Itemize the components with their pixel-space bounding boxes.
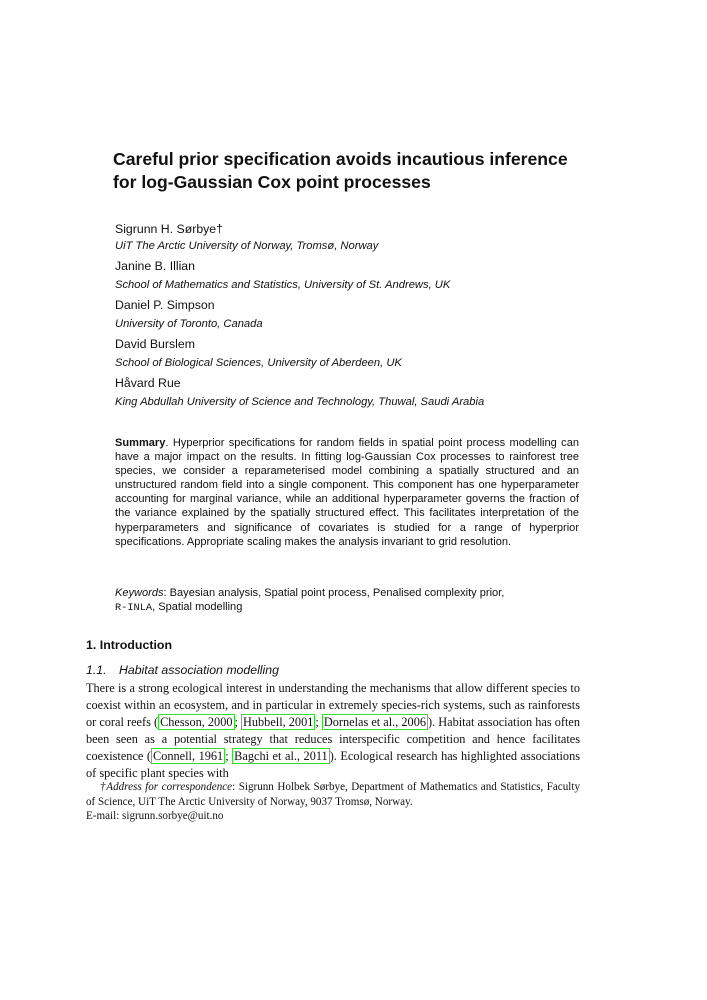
citation-separator: ; — [234, 715, 241, 729]
author-affiliation: UiT The Arctic University of Norway, Tromsø, Norway — [115, 240, 379, 252]
author-affiliation: University of Toronto, Canada — [115, 318, 263, 330]
author-name: Daniel P. Simpson — [115, 298, 215, 312]
keywords-paragraph — [115, 586, 579, 615]
author-affiliation: School of Biological Sciences, University of Aberdeen, UK — [115, 357, 402, 369]
citation-link[interactable]: Dornelas et al., 2006 — [323, 715, 427, 729]
citation-link[interactable]: Connell, 1961 — [153, 749, 224, 763]
citation-separator: ; — [225, 749, 233, 763]
intro-paragraph — [86, 680, 580, 782]
author-name: Håvard Rue — [115, 376, 181, 390]
keyword-code: R-INLA — [115, 602, 153, 615]
paper-title: Careful prior specification avoids incautious inference for log-Gaussian Cox point processes — [113, 149, 568, 192]
keywords-text: : Bayesian analysis, Spatial point process, Penalised complexity prior, — [163, 587, 505, 599]
keywords-tail: , Spatial modelling — [152, 601, 243, 614]
summary-label: Summary — [115, 437, 166, 449]
correspondence-footnote — [86, 780, 580, 824]
footnote-label: †Address for correspondence — [100, 781, 233, 793]
summary-text: . Hyperprior specifications for random fields in spatial point process modelling can have a major impact on the results. In fitting log-Gaussian Cox processes to rainforest tree species, we consider a reparameterised model combining a spatially structured and an unstructured random field into a single component. This component has one hyperparameter accounting for marginal variance, while an additional hyperparameter governs the fraction of the variance explained by the spatially structured effect. This facilitates interpretation of the hyperparameters and significance of covariates is studied for a range of hyperprior specifications. Appropriate scaling makes the analysis invariant to grid resolution. — [115, 437, 579, 548]
citation-link[interactable]: Chesson, 2000 — [160, 715, 233, 729]
author-affiliation: King Abdullah University of Science and Technology, Thuwal, Saudi Arabia — [115, 396, 485, 408]
author-name: Sigrunn H. Sørbye† — [115, 222, 223, 236]
keywords-label: Keywords — [115, 587, 164, 599]
subsection-number: 1.1. — [86, 663, 107, 677]
intro-text: There is a strong ecological interest in understanding the mechanisms that allow different species to coexist within an ecosystem, and in particular in extremely species-rich systems, such as rainforests or coral reefs ( — [86, 681, 580, 729]
summary-paragraph — [115, 436, 579, 549]
subsection-title: Habitat association modelling — [119, 663, 279, 677]
author-affiliation: School of Mathematics and Statistics, University of St. Andrews, UK — [115, 279, 451, 291]
footnote-text: : Sigrunn Holbek Sørbye, Department of Mathematics and Statistics, Faculty of Science, UiT The Arctic University of Norway, 9037 Tromsø, Norway. — [86, 781, 580, 808]
intro-text: ). Ecological research has highlighted associations of specific plant species with — [86, 749, 581, 780]
author-name: Janine B. Illian — [115, 259, 195, 273]
citation-separator: ; — [315, 715, 322, 729]
subsection-heading — [86, 663, 279, 677]
author-name: David Burslem — [115, 337, 195, 351]
footnote-email: E-mail: sigrunn.sorbye@uit.no — [86, 810, 224, 823]
section-heading: 1. Introduction — [86, 638, 173, 652]
citation-link[interactable]: Bagchi et al., 2011 — [234, 749, 328, 763]
intro-text: ). Habitat association has often been seen as a potential strategy that reduces interspecific competition and hence facilitates coexistence ( — [86, 715, 581, 763]
citation-link[interactable]: Hubbell, 2001 — [243, 715, 314, 729]
